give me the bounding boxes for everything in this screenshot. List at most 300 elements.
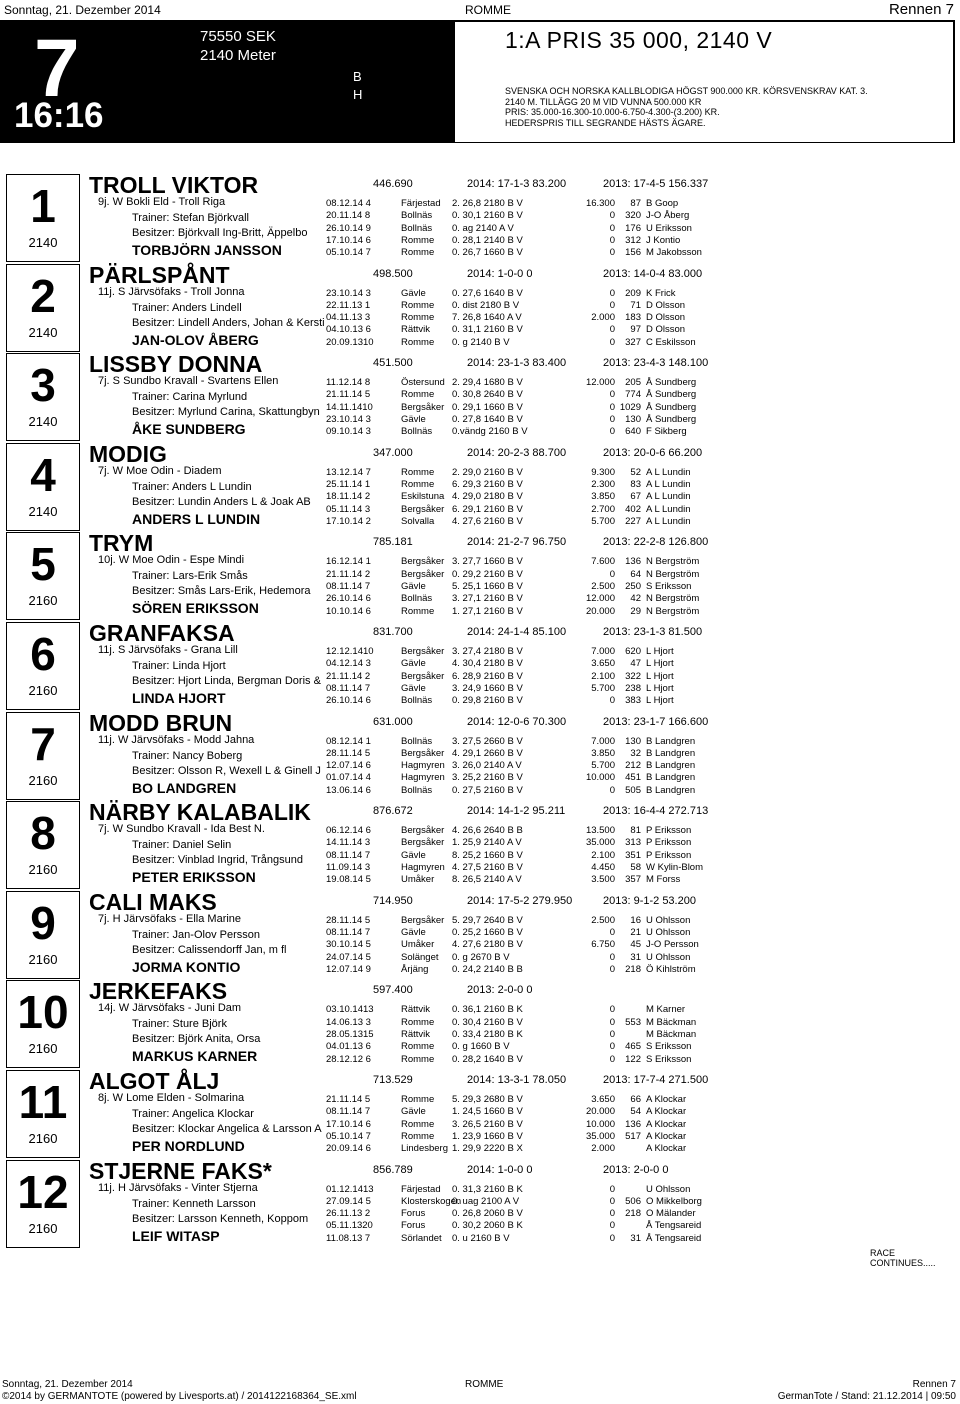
race-date: 26.10.14 6 bbox=[326, 593, 371, 605]
race-row bbox=[0, 606, 960, 618]
footer-date: Sonntag, 21. Dezember 2014 bbox=[2, 1379, 133, 1390]
race-odds: 209 bbox=[625, 287, 641, 299]
race-date: 26.10.14 6 bbox=[326, 695, 371, 707]
horse-driver: JAN-OLOV ÅBERG bbox=[132, 331, 259, 348]
horse-trainer: Trainer: Jan-Olov Persson bbox=[132, 928, 260, 941]
race-driver: N Bergström bbox=[646, 593, 700, 605]
horse-name: STJERNE FAKS* bbox=[89, 1157, 272, 1184]
horse-owner: Besitzer: Lindell Anders, Johan & Kersti bbox=[132, 316, 325, 329]
race-row bbox=[0, 772, 960, 784]
race-row bbox=[0, 491, 960, 503]
horse-number: 1 bbox=[30, 180, 56, 232]
race-result: 0. 24,2 2140 B B bbox=[452, 963, 523, 975]
horse-entry bbox=[0, 174, 960, 263]
race-odds: 205 bbox=[625, 377, 641, 389]
race-row bbox=[0, 569, 960, 581]
race-row bbox=[0, 464, 960, 479]
race-row bbox=[0, 850, 960, 862]
horse-owner: Besitzer: Olsson R, Wexell L & Ginell J bbox=[132, 764, 321, 777]
race-row bbox=[0, 198, 960, 210]
race-continues: RACE CONTINUES..... bbox=[870, 1248, 936, 1268]
horse-points: 713.529 bbox=[373, 1074, 413, 1086]
race-result: 3. 27,5 2660 B V bbox=[452, 735, 523, 747]
horse-prev-year-stats: 2013: 16-4-4 272.713 bbox=[603, 805, 709, 818]
horse-year-stats: 2014: 13-3-1 78.050 bbox=[467, 1074, 567, 1086]
race-date: 21.11.14 5 bbox=[326, 1094, 371, 1105]
race-odds: 553 bbox=[625, 1016, 641, 1028]
race-date: 10.10.14 6 bbox=[326, 605, 371, 617]
race-earnings: 35.000 bbox=[585, 837, 615, 849]
race-track: Hagmyren bbox=[401, 862, 445, 874]
race-odds: 130 bbox=[625, 414, 641, 426]
race-date: 08.12.14 4 bbox=[326, 198, 371, 209]
horse-number: 11 bbox=[18, 1076, 68, 1128]
race-track: Solänget bbox=[401, 951, 439, 963]
horse-year-stats: 2014: 23-1-3 83.400 bbox=[467, 357, 567, 370]
horse-number: 7 bbox=[30, 717, 56, 770]
race-result: 5. 29,3 2680 B V bbox=[452, 1094, 523, 1105]
race-odds: 87 bbox=[630, 198, 641, 209]
horse-driver: LEIF WITASP bbox=[132, 1227, 220, 1244]
horse-year-stats: 2014: 1-0-0 0 bbox=[467, 1163, 533, 1176]
race-driver: M Bäckman bbox=[646, 1028, 697, 1040]
race-date: 11.12.14 8 bbox=[326, 377, 371, 389]
race-earnings: 2.100 bbox=[591, 849, 615, 861]
race-row bbox=[0, 1119, 960, 1131]
race-driver: Å Sundberg bbox=[646, 389, 697, 401]
race-bh-labels bbox=[353, 68, 362, 104]
race-result: 6. 28,9 2160 B V bbox=[452, 670, 523, 682]
horse-driver: JORMA KONTIO bbox=[132, 958, 241, 975]
race-odds: 31 bbox=[630, 951, 641, 963]
horse-entry bbox=[0, 353, 960, 442]
race-result: 0. g 2670 B V bbox=[452, 951, 510, 963]
race-date: 23.10.14 3 bbox=[326, 414, 371, 426]
horse-entry bbox=[0, 801, 960, 890]
race-earnings: 0 bbox=[609, 1195, 615, 1207]
race-result: 0. 29,1 1660 B V bbox=[452, 401, 523, 413]
race-earnings: 0 bbox=[609, 1232, 615, 1244]
horse-number: 9 bbox=[30, 896, 56, 949]
horse-prev-year-stats: 2013: 20-0-6 66.200 bbox=[603, 446, 703, 459]
race-track: Sörlandet bbox=[401, 1232, 442, 1244]
race-date: 26.11.13 2 bbox=[326, 1208, 371, 1220]
race-odds: 183 bbox=[625, 312, 641, 324]
race-result: 0. 30,4 2160 B V bbox=[452, 1016, 523, 1028]
horse-entry bbox=[0, 261, 960, 353]
race-odds: 227 bbox=[625, 515, 641, 527]
race-condition-line: HEDERSPRIS TILL SEGRANDE HÄSTS ÄGARE. bbox=[505, 117, 706, 128]
race-odds: 32 bbox=[630, 747, 641, 759]
race-result: 5. 25,1 1660 B V bbox=[452, 580, 523, 592]
race-date: 08.12.14 1 bbox=[326, 735, 371, 747]
race-date: 06.12.14 6 bbox=[326, 825, 371, 837]
horse-driver: SÖREN ERIKSSON bbox=[132, 600, 259, 617]
race-result: 5. 29,7 2640 B V bbox=[452, 914, 523, 926]
race-row bbox=[0, 658, 960, 670]
race-odds: 81 bbox=[630, 825, 641, 837]
race-track: Bergsåker bbox=[401, 914, 445, 926]
race-track: Gävle bbox=[401, 849, 426, 861]
race-date: 01.07.14 4 bbox=[326, 772, 371, 784]
race-driver: S Eriksson bbox=[646, 1053, 692, 1065]
horse-pedigree: 7j. W Moe Odin - Diadem bbox=[98, 464, 222, 477]
race-condition-line: PRIS: 35.000-16.300-10.000-6.750-4.300-(3.200) KR. bbox=[505, 107, 720, 117]
race-driver: A L Lundin bbox=[646, 479, 691, 491]
race-date: 30.10.14 5 bbox=[326, 939, 371, 951]
race-odds: 506 bbox=[625, 1195, 641, 1207]
horse-name: PÄRLSPÅNT bbox=[89, 261, 230, 288]
race-earnings: 5.700 bbox=[591, 682, 615, 694]
race-earnings: 3.650 bbox=[591, 1094, 615, 1105]
race-row bbox=[0, 1029, 960, 1041]
race-track: Romme bbox=[401, 466, 435, 478]
race-date: 28.05.1315 bbox=[326, 1028, 374, 1040]
footer-right bbox=[778, 1379, 956, 1403]
race-odds: 451 bbox=[625, 772, 641, 784]
horse-driver: ANDERS L LUNDIN bbox=[132, 510, 261, 527]
race-row bbox=[0, 1041, 960, 1053]
race-track: Bergsåker bbox=[401, 670, 445, 682]
race-row bbox=[0, 593, 960, 605]
horse-distance: 2140 bbox=[28, 503, 58, 519]
race-date: 23.10.14 3 bbox=[326, 287, 371, 299]
footer-stand: GermanTote / Stand: 21.12.2014 | 09:50 bbox=[777, 1391, 956, 1402]
race-odds: 83 bbox=[630, 479, 641, 491]
race-prize-amount: 75550 SEK bbox=[200, 28, 276, 45]
race-row bbox=[0, 646, 960, 658]
horse-prev-year-stats: 2013: 23-1-7 166.600 bbox=[603, 715, 709, 728]
race-track: Romme bbox=[401, 605, 435, 617]
horse-points: 785.181 bbox=[373, 536, 413, 549]
race-odds: 47 bbox=[630, 658, 641, 670]
race-earnings: 0 bbox=[609, 324, 615, 336]
race-result: 3. 27,1 2160 B V bbox=[452, 593, 523, 605]
race-row bbox=[0, 964, 960, 976]
race-earnings: 10.000 bbox=[585, 1118, 615, 1130]
race-result: 0.vändg 2160 B V bbox=[452, 426, 528, 438]
race-result: 1. 29,9 2220 B X bbox=[452, 1143, 523, 1155]
race-date: 03.10.1413 bbox=[326, 1004, 374, 1016]
race-track: Färjestad bbox=[401, 1183, 441, 1195]
horse-pedigree: 11j. W Järvsöfaks - Modd Jahna bbox=[98, 733, 255, 746]
race-track: Romme bbox=[401, 1094, 435, 1105]
race-odds: 774 bbox=[625, 389, 641, 401]
race-earnings: 0 bbox=[609, 1220, 615, 1232]
race-result: 8. 26,5 2140 A V bbox=[452, 874, 522, 886]
race-odds: 465 bbox=[625, 1041, 641, 1053]
race-row bbox=[0, 1233, 960, 1245]
race-driver: O Mikkelborg bbox=[646, 1195, 702, 1207]
horse-entry bbox=[0, 1070, 960, 1159]
race-date: 14.11.1410 bbox=[326, 401, 373, 413]
race-track: Romme bbox=[401, 1053, 435, 1065]
race-result: 0. 36,1 2160 B K bbox=[452, 1004, 523, 1016]
horse-year-stats: 2014: 14-1-2 95.211 bbox=[467, 805, 566, 818]
race-row bbox=[0, 748, 960, 760]
race-earnings: 3.500 bbox=[591, 874, 615, 886]
race-track: Färjestad bbox=[401, 198, 441, 209]
horse-entry bbox=[0, 622, 960, 711]
race-track: Rättvik bbox=[401, 1028, 431, 1040]
horse-points: 631.000 bbox=[373, 715, 413, 728]
race-driver: D Olsson bbox=[646, 312, 686, 324]
race-earnings: 2.000 bbox=[591, 312, 615, 324]
horse-number: 3 bbox=[30, 359, 56, 412]
race-driver: B Landgren bbox=[646, 760, 696, 772]
race-driver: J-O Åberg bbox=[646, 210, 690, 222]
race-earnings: 12.000 bbox=[585, 377, 615, 389]
race-date: 05.10.14 7 bbox=[326, 1130, 371, 1142]
race-driver: N Bergström bbox=[646, 556, 700, 568]
race-row bbox=[0, 285, 960, 300]
race-row bbox=[0, 927, 960, 939]
race-driver: D Olsson bbox=[646, 324, 686, 336]
race-odds: 640 bbox=[625, 426, 641, 438]
race-odds: 322 bbox=[625, 670, 641, 682]
race-row bbox=[0, 1143, 960, 1155]
horse-trainer: Trainer: Carina Myrlund bbox=[132, 391, 248, 404]
race-row bbox=[0, 377, 960, 389]
horse-trainer: Trainer: Daniel Selin bbox=[132, 839, 232, 852]
horse-pedigree: 7j. S Sundbo Kravall - Svartens Ellen bbox=[98, 375, 279, 388]
race-track: Gävle bbox=[401, 658, 426, 670]
horse-distance: 2160 bbox=[28, 593, 58, 609]
race-earnings: 2.500 bbox=[591, 580, 615, 592]
race-odds: 238 bbox=[625, 682, 641, 694]
horse-points: 831.700 bbox=[373, 626, 413, 638]
horse-trainer: Trainer: Linda Hjort bbox=[132, 660, 226, 672]
race-driver: Å Sundberg bbox=[646, 377, 697, 389]
race-date: 21.11.14 5 bbox=[326, 389, 371, 401]
race-earnings: 3.850 bbox=[591, 747, 615, 759]
race-driver: S Eriksson bbox=[646, 1041, 692, 1053]
race-row bbox=[0, 1196, 960, 1208]
race-track: Umåker bbox=[401, 874, 435, 886]
race-row bbox=[0, 1131, 960, 1143]
race-date: 13.12.14 7 bbox=[326, 466, 371, 478]
race-track: Bollnäs bbox=[401, 210, 433, 222]
horse-owner: Besitzer: Klockar Angelica & Larsson A bbox=[132, 1123, 322, 1135]
race-odds: 16 bbox=[630, 914, 641, 926]
race-earnings: 0 bbox=[609, 426, 615, 438]
race-driver: B Landgren bbox=[646, 735, 696, 747]
horse-prev-year-stats: 2013: 23-4-3 148.100 bbox=[603, 357, 709, 370]
race-earnings: 0 bbox=[609, 247, 615, 259]
horse-points: 451.500 bbox=[373, 357, 413, 370]
race-track: Solvalla bbox=[401, 515, 435, 527]
race-distance: 2140 Meter bbox=[200, 47, 276, 64]
race-odds: 320 bbox=[625, 210, 641, 222]
horse-distance: 2160 bbox=[28, 1220, 58, 1236]
horse-year-stats: 2014: 1-0-0 0 bbox=[467, 267, 533, 280]
race-driver: A L Lundin bbox=[646, 491, 691, 503]
race-odds: 620 bbox=[625, 646, 641, 657]
race-result: 0. 30,2 2060 B K bbox=[452, 1220, 523, 1232]
race-odds: 156 bbox=[625, 247, 641, 259]
race-result: 0. 27,8 1640 B V bbox=[452, 414, 523, 426]
race-driver: L Hjort bbox=[646, 670, 674, 682]
race-h-label: H bbox=[353, 87, 363, 102]
race-result: 0. ag 2140 A V bbox=[452, 222, 514, 234]
race-row bbox=[0, 837, 960, 852]
horse-owner: Besitzer: Lundin Anders L & Joak AB bbox=[132, 495, 311, 508]
race-driver: U Eriksson bbox=[646, 222, 692, 234]
race-row bbox=[0, 223, 960, 235]
page-footer bbox=[0, 1379, 960, 1403]
horse-entry bbox=[0, 1157, 960, 1249]
race-result: 0. 26,7 1660 B V bbox=[452, 247, 523, 259]
race-date: 01.12.1413 bbox=[326, 1183, 374, 1195]
horse-number: 2 bbox=[30, 269, 56, 322]
horse-points: 856.789 bbox=[373, 1163, 413, 1176]
race-earnings: 0 bbox=[609, 210, 615, 222]
horse-name: TRYM bbox=[89, 530, 154, 557]
race-result: 4. 29,0 2180 B V bbox=[452, 491, 523, 503]
race-track: Romme bbox=[401, 1041, 435, 1053]
race-prize bbox=[200, 27, 276, 65]
horse-entry bbox=[0, 888, 960, 980]
race-track: Bergsåker bbox=[401, 747, 445, 759]
race-date: 25.11.14 1 bbox=[326, 479, 371, 491]
horse-prev-year-stats: 2013: 23-1-3 81.500 bbox=[603, 626, 703, 638]
race-track: Bollnäs bbox=[401, 593, 433, 605]
race-date: 17.10.14 2 bbox=[326, 515, 371, 527]
race-earnings: 0 bbox=[609, 222, 615, 234]
race-track: Romme bbox=[401, 312, 435, 324]
horse-prev-year-stats: 2013: 17-7-4 271.500 bbox=[603, 1074, 709, 1086]
race-row bbox=[0, 1220, 960, 1232]
race-track: Lindesberg bbox=[401, 1143, 449, 1155]
race-track: Gävle bbox=[401, 682, 426, 694]
race-row bbox=[0, 733, 960, 748]
race-date: 04.01.13 6 bbox=[326, 1041, 371, 1053]
horse-prev-year-stats: 2013: 2-0-0 0 bbox=[603, 1163, 669, 1176]
race-date: 20.09.1310 bbox=[326, 336, 374, 348]
race-date: 14.06.13 3 bbox=[326, 1016, 371, 1028]
horse-prev-year-stats: 2013: 14-0-4 83.000 bbox=[603, 267, 703, 280]
horse-entry bbox=[0, 709, 960, 801]
race-date: 04.12.14 3 bbox=[326, 658, 371, 670]
race-row bbox=[0, 1054, 960, 1066]
race-driver: O Mälander bbox=[646, 1208, 696, 1220]
horse-trainer: Trainer: Stefan Björkvall bbox=[132, 212, 249, 224]
horse-name: CALI MAKS bbox=[89, 888, 217, 915]
horse-owner: Besitzer: Larsson Kenneth, Koppom bbox=[132, 1212, 309, 1225]
race-driver: L Hjort bbox=[646, 658, 674, 670]
race-date: 04.10.13 6 bbox=[326, 324, 371, 336]
race-date: 05.11.1320 bbox=[326, 1220, 373, 1232]
horse-name: MODD BRUN bbox=[89, 709, 233, 736]
race-driver: U Ohlsson bbox=[646, 914, 691, 926]
horse-prev-year-stats: 2013: 17-4-5 156.337 bbox=[603, 178, 709, 190]
race-odds: 218 bbox=[625, 963, 641, 975]
race-earnings: 16.300 bbox=[585, 198, 615, 209]
race-row bbox=[0, 300, 960, 312]
race-track: Hagmyren bbox=[401, 760, 445, 772]
race-row bbox=[0, 337, 960, 349]
race-title: 1:A PRIS 35 000, 2140 V bbox=[505, 27, 773, 53]
race-odds: 64 bbox=[630, 568, 641, 580]
race-result: 2. 29,4 1680 B V bbox=[452, 377, 523, 389]
race-odds: 218 bbox=[625, 1208, 641, 1220]
race-earnings: 0 bbox=[609, 287, 615, 299]
race-date: 12.07.14 6 bbox=[326, 760, 371, 772]
race-driver: U Ohlsson bbox=[646, 1183, 691, 1195]
race-odds: 313 bbox=[625, 837, 641, 849]
race-driver: P Eriksson bbox=[646, 825, 692, 837]
race-earnings: 0 bbox=[609, 1208, 615, 1220]
race-result: 0. uag 2100 A V bbox=[452, 1195, 520, 1207]
race-result: 3. 25,2 2160 B V bbox=[452, 772, 523, 784]
race-row bbox=[0, 516, 960, 528]
horse-year-stats: 2013: 2-0-0 0 bbox=[467, 984, 533, 997]
race-condition-line: SVENSKA OCH NORSKA KALLBLODIGA HÖGST 900.000 KR. KÖRSVENSKRAV KAT. 3. bbox=[505, 86, 868, 96]
race-earnings: 0 bbox=[609, 414, 615, 426]
race-result: 4. 27,6 2180 B V bbox=[452, 939, 523, 951]
horse-distance: 2160 bbox=[28, 862, 58, 878]
race-track: Årjäng bbox=[401, 963, 429, 975]
race-driver: Å Tengsareid bbox=[646, 1220, 702, 1232]
race-earnings: 7.000 bbox=[591, 735, 615, 747]
race-row bbox=[0, 671, 960, 683]
horse-driver: MARKUS KARNER bbox=[132, 1048, 258, 1065]
race-row bbox=[0, 874, 960, 886]
race-date: 11.08.13 7 bbox=[326, 1232, 371, 1244]
race-result: 3. 27,4 2180 B V bbox=[452, 646, 523, 657]
race-b-label: B bbox=[353, 69, 362, 84]
page-top-bar bbox=[0, 0, 960, 20]
horse-name: JERKEFAKS bbox=[89, 978, 228, 1005]
race-date: 20.11.14 8 bbox=[326, 210, 371, 222]
horse-pedigree: 14j. W Järvsöfaks - Juni Dam bbox=[98, 1002, 242, 1015]
horse-pedigree: 11j. H Järvsöfaks - Vinter Stjerna bbox=[98, 1181, 258, 1194]
race-row bbox=[0, 1004, 960, 1016]
race-track: Hagmyren bbox=[401, 772, 445, 784]
race-earnings: 0 bbox=[609, 1183, 615, 1195]
race-track: Rättvik bbox=[401, 324, 431, 336]
race-odds: 351 bbox=[625, 849, 641, 861]
race-result: 8. 25,2 1660 B V bbox=[452, 849, 523, 861]
race-time: 16:16 bbox=[14, 96, 104, 135]
race-track: Bergsåker bbox=[401, 568, 445, 580]
race-earnings: 0 bbox=[609, 1041, 615, 1053]
race-row bbox=[0, 825, 960, 837]
race-result: 1. 27,1 2160 B V bbox=[452, 605, 523, 617]
race-driver: L Hjort bbox=[646, 646, 674, 657]
horse-name: NÄRBY KALABALIK bbox=[89, 799, 311, 826]
horse-trainer: Trainer: Angelica Klockar bbox=[132, 1108, 254, 1120]
race-row bbox=[0, 1094, 960, 1106]
race-driver: F Sikberg bbox=[646, 426, 687, 438]
race-date: 24.07.14 5 bbox=[326, 951, 371, 963]
race-date: 21.11.14 2 bbox=[326, 670, 371, 682]
race-date: 05.11.14 3 bbox=[326, 503, 371, 515]
horse-owner: Besitzer: Björkvall Ing-Britt, Äppelbo bbox=[132, 227, 308, 239]
horse-distance: 2140 bbox=[28, 324, 58, 340]
race-driver: B Landgren bbox=[646, 772, 696, 784]
race-row bbox=[0, 695, 960, 707]
horse-number: 5 bbox=[30, 538, 56, 591]
race-result: 0. 33,4 2180 B K bbox=[452, 1028, 523, 1040]
race-driver: B Landgren bbox=[646, 784, 696, 796]
horse-name: ALGOT ÅLJ bbox=[89, 1068, 220, 1094]
horse-points: 446.690 bbox=[373, 178, 413, 190]
race-driver: M Jakobsson bbox=[646, 247, 702, 259]
race-track: Bergsåker bbox=[401, 503, 445, 515]
horse-year-stats: 2014: 12-0-6 70.300 bbox=[467, 715, 567, 728]
race-track: Östersund bbox=[401, 377, 445, 389]
